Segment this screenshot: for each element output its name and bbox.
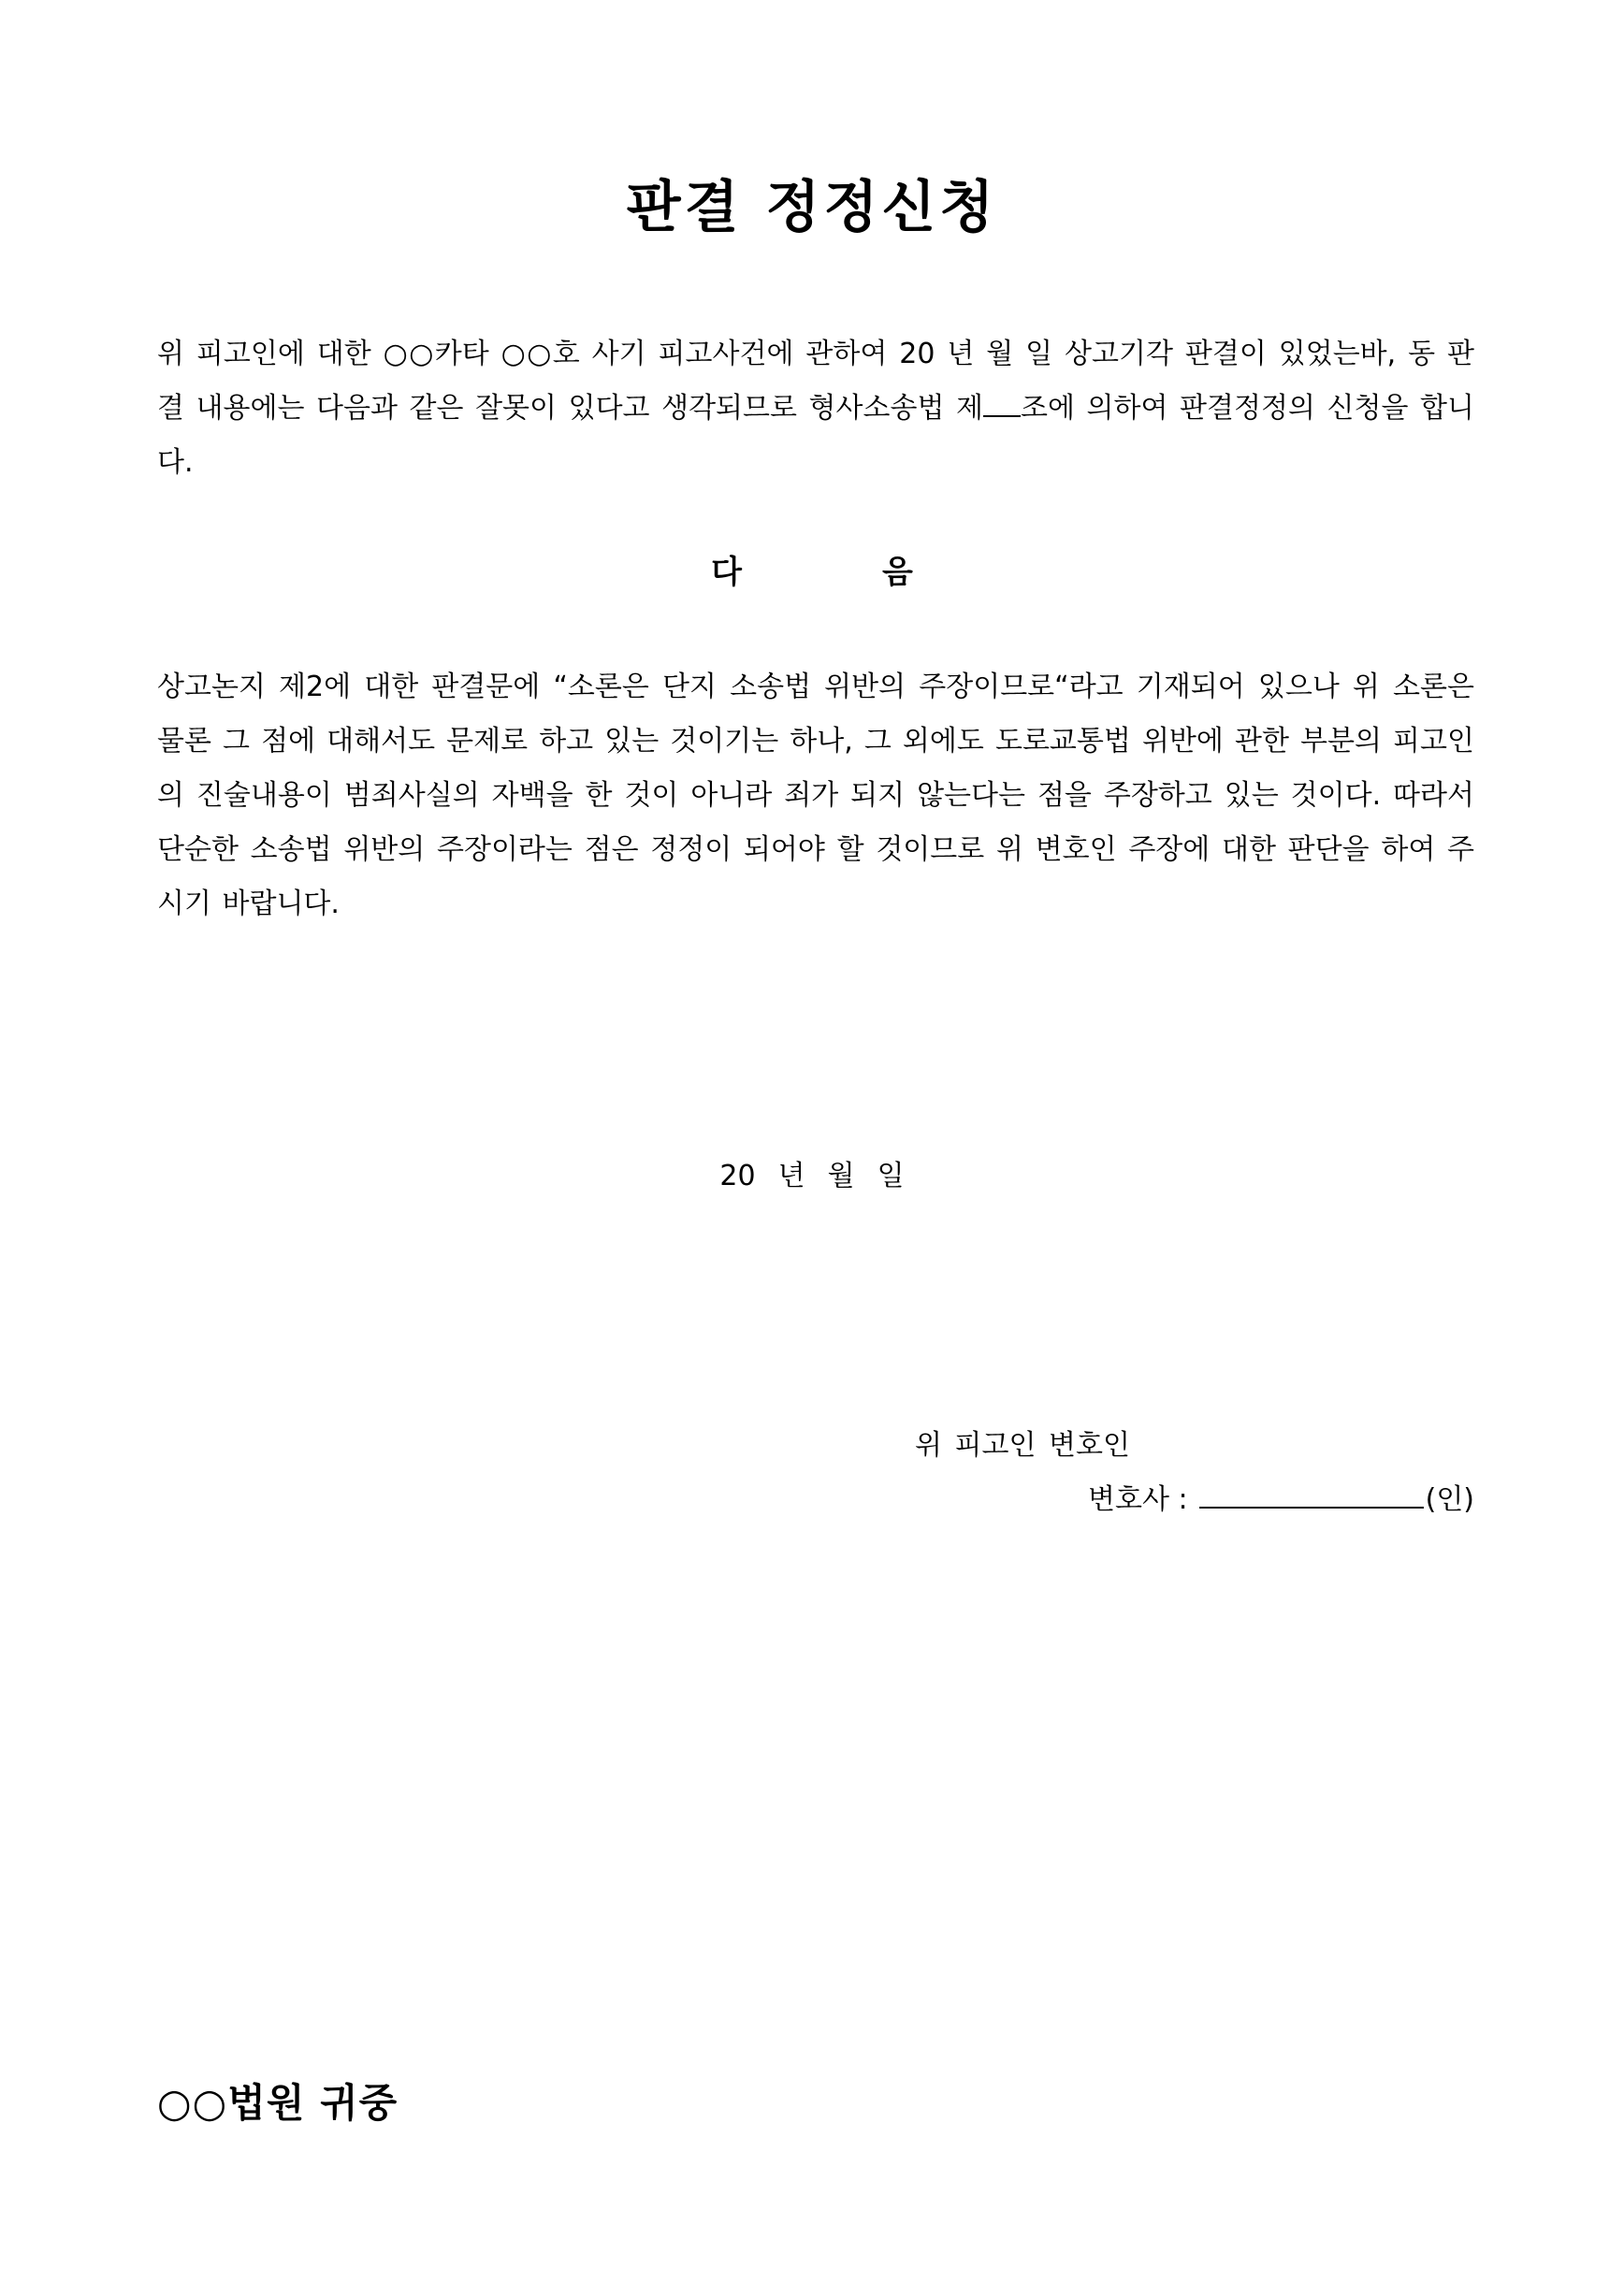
signature-role: 위 피고인 변호인 <box>915 1429 1130 1462</box>
lawyer-signature-blank <box>1199 1479 1424 1509</box>
intro-paragraph <box>157 327 1474 490</box>
signature-lawyer-line <box>1088 1474 1474 1526</box>
document-title: 판결 정정신청 <box>626 175 998 240</box>
date-year-unit: 년 <box>777 1160 805 1192</box>
intro-text-after-blank: 조에 의하여 판결정정의 신청을 합니다. <box>157 392 1474 479</box>
lawyer-label: 변호사 : <box>1088 1483 1188 1516</box>
body-paragraph: 상고논지 제2에 대한 판결문에 “소론은 단지 소송법 위반의 주장이므로“라고 기재되어 있으나 위 소론은 물론 그 점에 대해서도 문제로 하고 있는 것이기는 하나, 그 외에도 도로교통법 위반에 관한 부분의 피고인의 진술내용이 범죄사실의 자백을 한 것이 아니라 죄가 되지 않는다는 점을 주장하고 있는 것이다. 따라서 단순한 소송법 위반의 주장이라는 점은 정정이 되어야 할 것이므로 위 변호인 주장에 대한 판단을 하여 주시기 바랍니다. <box>157 671 1474 920</box>
intro-text-before-blank: 위 피고인에 대한 ○○카타 ○○호 사기 피고사건에 관하여 20 년 월 일 상고기각 판결이 있었는바, 동 판결 내용에는 다음과 같은 잘못이 있다고 생각되므로 형사소송법 제 <box>157 338 1474 425</box>
date-month-unit: 월 <box>827 1160 855 1192</box>
addressee-court: ○○법원 귀중 <box>157 2080 399 2126</box>
date-line <box>0 1150 1624 1203</box>
section-heading <box>0 544 1624 600</box>
section-heading-second: 음 <box>882 554 913 591</box>
section-heading-first: 다 <box>711 554 742 591</box>
date-year: 20 <box>719 1160 756 1192</box>
seal-mark: (인) <box>1425 1483 1474 1516</box>
date-day-unit: 일 <box>877 1160 905 1192</box>
article-number-blank <box>983 393 1021 417</box>
